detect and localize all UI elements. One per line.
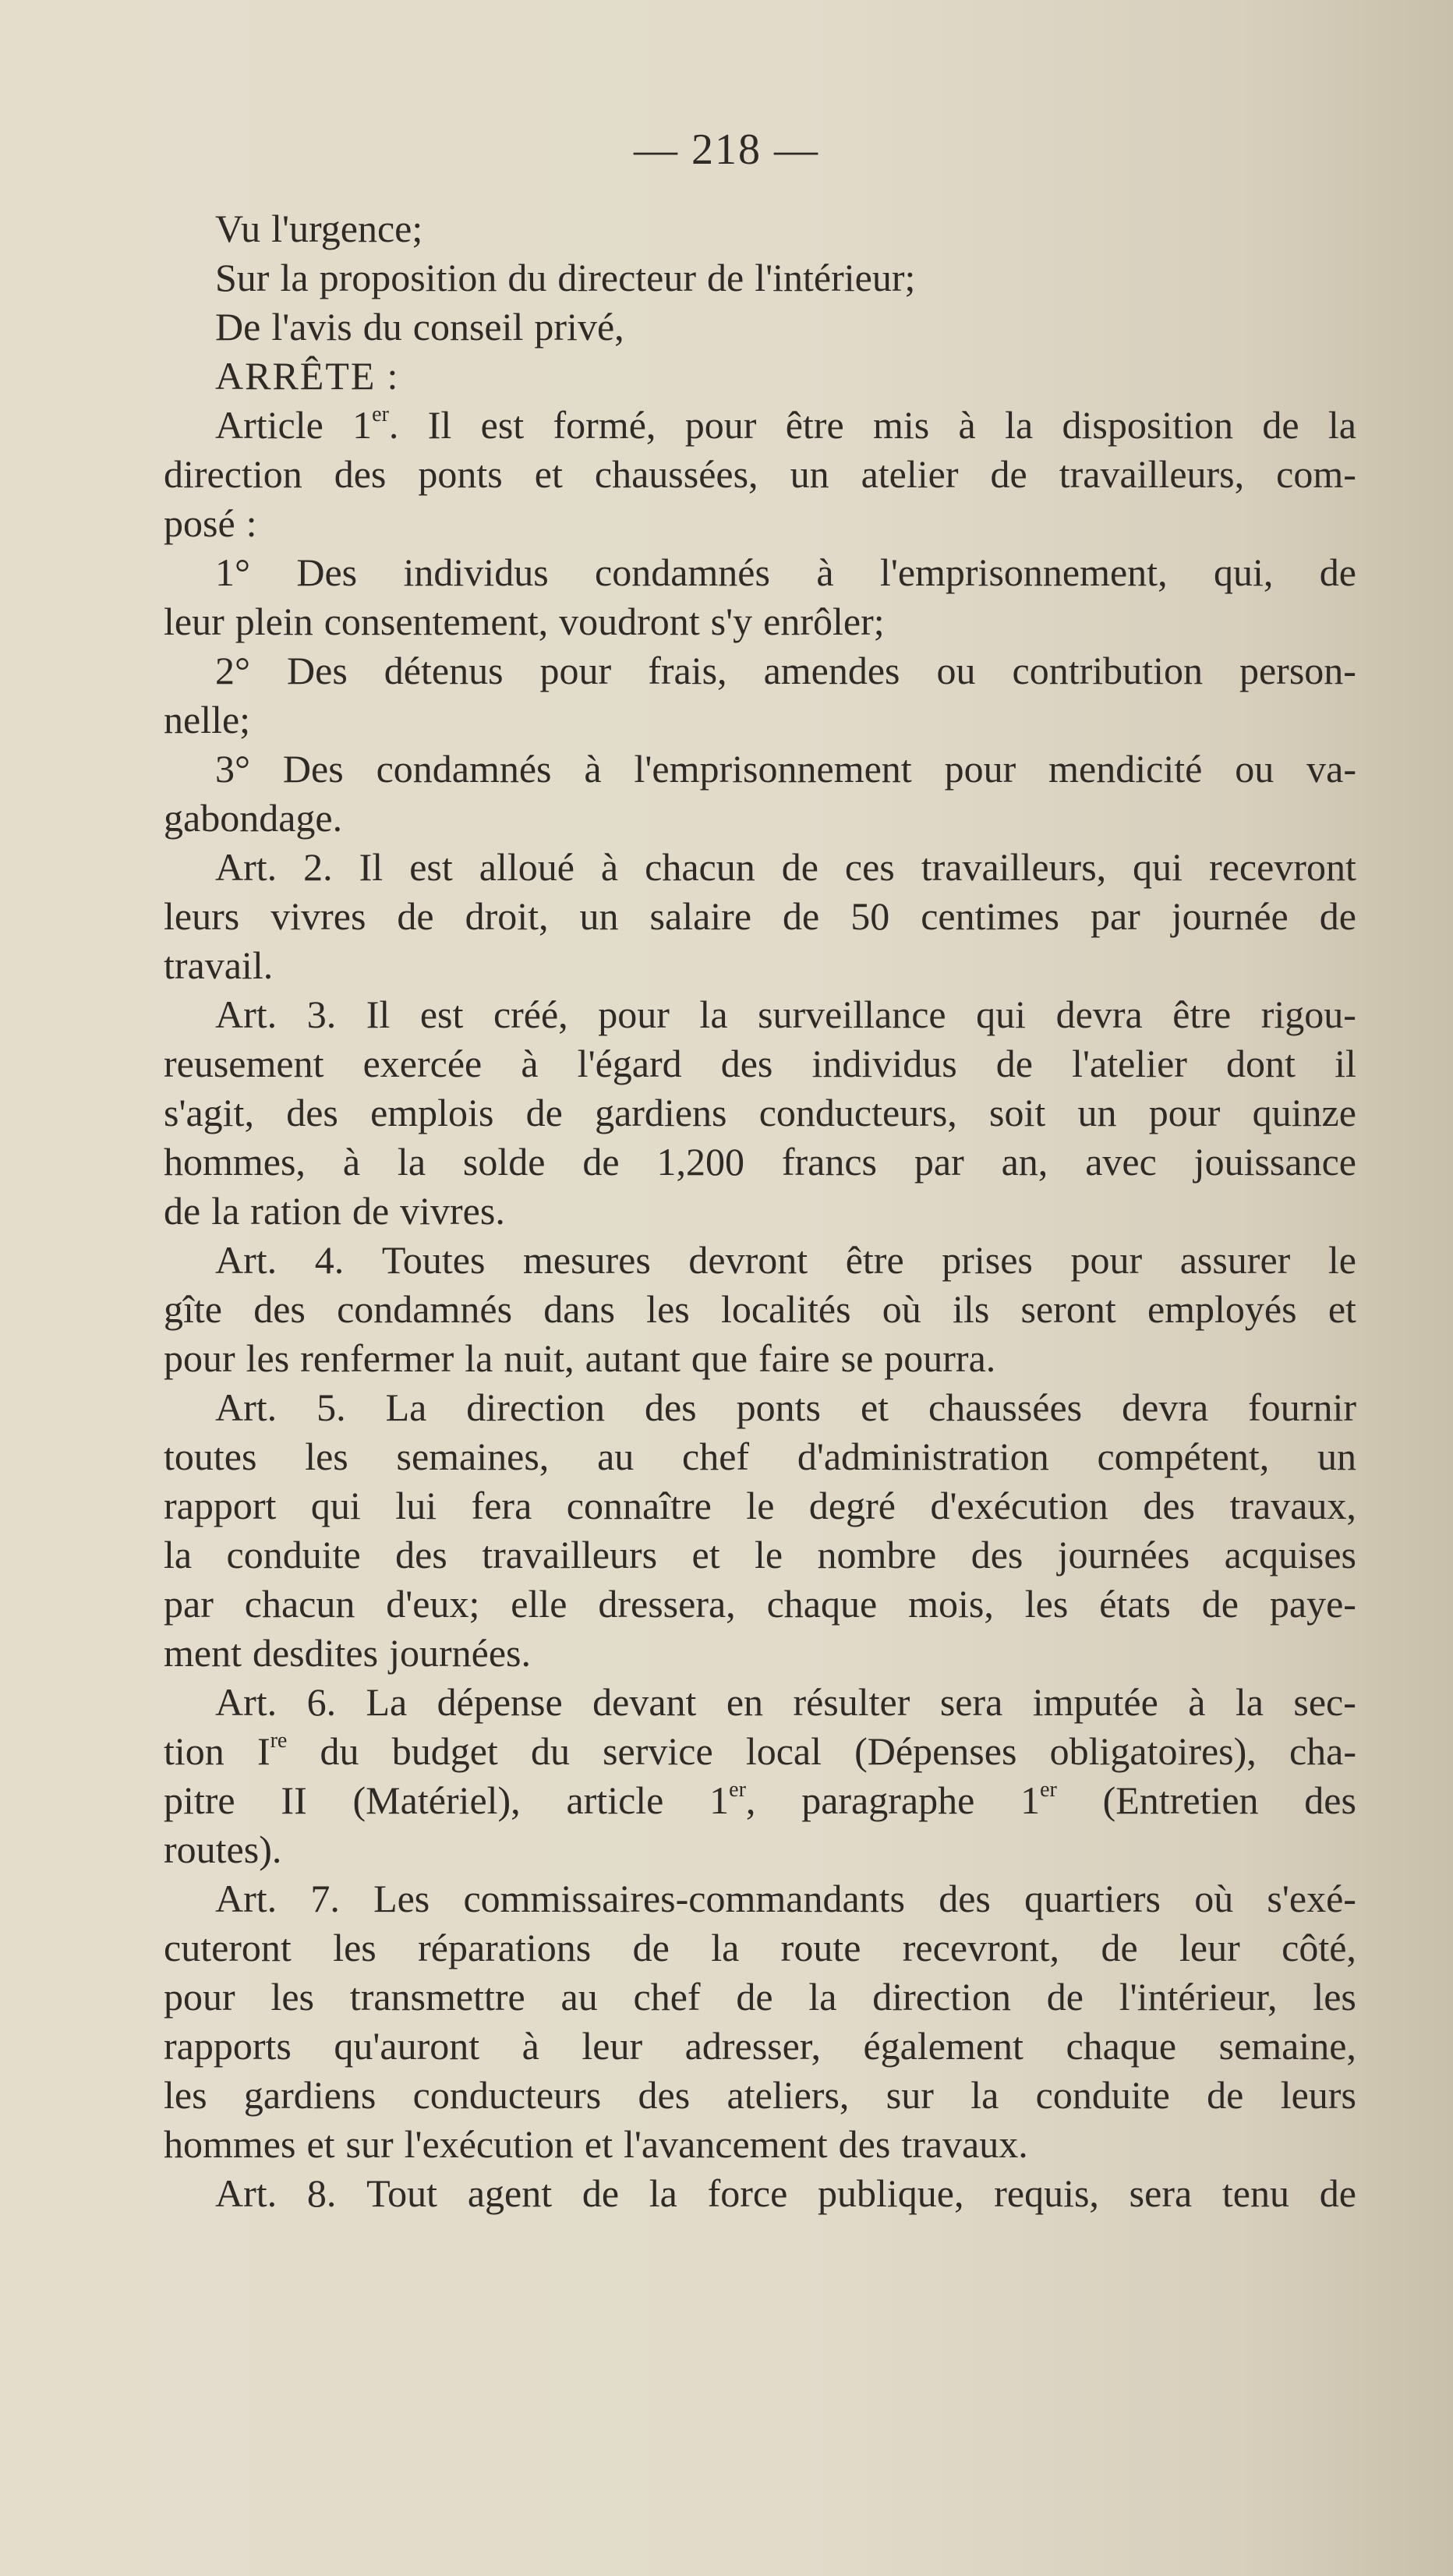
body-text	[164, 204, 1356, 2218]
page-number: — 218 —	[634, 126, 819, 174]
text-line: cuteront les réparations de la route recevront, de leur côté,	[164, 1926, 1356, 1969]
text-line: leur plein consentement, voudront s'y enrôler;	[164, 600, 885, 643]
text-line: travail.	[164, 943, 274, 987]
text-line: Art. 8. Tout agent de la force publique, requis, sera tenu de	[215, 2171, 1356, 2215]
text-line: hommes, à la solde de 1,200 francs par an, avec jouissance	[164, 1140, 1356, 1184]
text-line: la conduite des travailleurs et le nombre des journées acquises	[164, 1533, 1356, 1576]
text-line: gabondage.	[164, 796, 343, 840]
text-line: Article 1er. Il est formé, pour être mis à la disposition de la	[215, 402, 1356, 447]
text-line: nelle;	[164, 698, 251, 741]
text-line: rapport qui lui fera connaître le degré d'exécution des travaux,	[164, 1484, 1356, 1527]
text-line: ARRÊTE :	[215, 354, 400, 398]
text-line: gîte des condamnés dans les localités où ils seront employés et	[164, 1287, 1356, 1331]
text-line: pitre II (Matériel), article 1er, paragraphe 1er (Entretien des	[164, 1778, 1356, 1822]
text-line: Sur la proposition du directeur de l'intérieur;	[215, 256, 916, 299]
text-line: Art. 5. La direction des ponts et chaussées devra fournir	[215, 1385, 1356, 1429]
text-line: Art. 2. Il est alloué à chacun de ces travailleurs, qui recevront	[215, 845, 1356, 889]
text-line: Art. 3. Il est créé, pour la surveillance qui devra être rigou-	[215, 993, 1356, 1036]
text-line: De l'avis du conseil privé,	[215, 305, 624, 349]
text-line: toutes les semaines, au chef d'administration compétent, un	[164, 1435, 1356, 1478]
text-line: les gardiens conducteurs des ateliers, sur la conduite de leurs	[164, 2073, 1356, 2117]
text-line: de la ration de vivres.	[164, 1189, 505, 1233]
text-line: Art. 4. Toutes mesures devront être prises pour assurer le	[215, 1238, 1356, 1282]
text-line: hommes et sur l'exécution et l'avancement des travaux.	[164, 2122, 1028, 2166]
text-line: Vu l'urgence;	[215, 207, 423, 250]
text-line: pour les renfermer la nuit, autant que faire se pourra.	[164, 1336, 996, 1380]
text-line: Art. 6. La dépense devant en résulter sera imputée à la sec-	[215, 1680, 1356, 1724]
text-line: pour les transmettre au chef de la direction de l'intérieur, les	[164, 1975, 1356, 2019]
text-line: ment desdites journées.	[164, 1631, 531, 1675]
text-line: 1° Des individus condamnés à l'emprisonnement, qui, de	[215, 550, 1356, 594]
text-line: routes).	[164, 1828, 282, 1871]
text-line: rapports qu'auront à leur adresser, également chaque semaine,	[164, 2024, 1356, 2068]
text-line: Art. 7. Les commissaires-commandants des quartiers où s'exé-	[215, 1877, 1356, 1920]
text-line: direction des ponts et chaussées, un atelier de travailleurs, com-	[164, 452, 1356, 496]
text-line: tion Ire du budget du service local (Dépenses obligatoires), cha-	[164, 1729, 1356, 1773]
text-line: 3° Des condamnés à l'emprisonnement pour mendicité ou va-	[215, 747, 1356, 791]
text-line: 2° Des détenus pour frais, amendes ou contribution person-	[215, 649, 1356, 692]
text-line: par chacun d'eux; elle dressera, chaque mois, les états de paye-	[164, 1582, 1356, 1626]
text-line: posé :	[164, 501, 257, 545]
text-line: leurs vivres de droit, un salaire de 50 centimes par journée de	[164, 894, 1356, 938]
text-line: reusement exercée à l'égard des individus de l'atelier dont il	[164, 1042, 1356, 1085]
text-line: s'agit, des emplois de gardiens conducteurs, soit un pour quinze	[164, 1091, 1356, 1134]
